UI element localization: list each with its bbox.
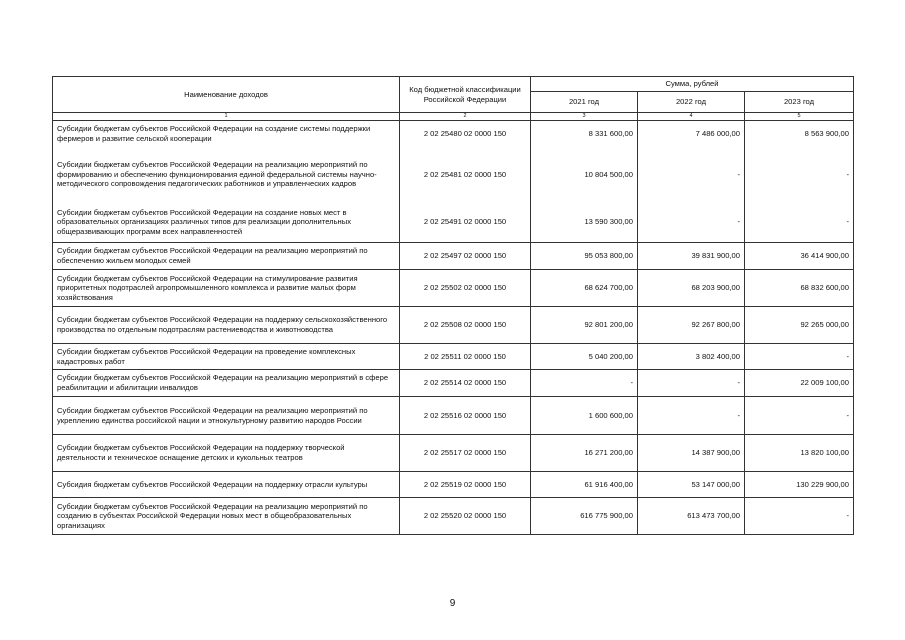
- table-row: [53, 472, 854, 498]
- row-2022: 7 486 000,00: [638, 121, 745, 147]
- row-2022: -: [638, 203, 745, 243]
- row-2021: 616 775 900,00: [531, 498, 638, 535]
- row-code: 2 02 25481 02 0000 150: [400, 147, 531, 203]
- row-2023: 22 009 100,00: [745, 370, 854, 397]
- row-2021: 1 600 600,00: [531, 397, 638, 435]
- table-row: [53, 498, 854, 535]
- row-2023: -: [745, 147, 854, 203]
- row-2023: -: [745, 344, 854, 370]
- table-row: [53, 435, 854, 472]
- row-name: Субсидии бюджетам субъектов Российской Федерации на реализацию мероприятий по созданию в субъектах Российской Федерации новых мест в общеобразовательных организациях: [53, 498, 400, 535]
- row-2022: 92 267 800,00: [638, 307, 745, 344]
- row-2023: 92 265 000,00: [745, 307, 854, 344]
- row-2023: -: [745, 203, 854, 243]
- row-2021: 13 590 300,00: [531, 203, 638, 243]
- col-number: 2: [400, 113, 531, 121]
- row-2022: 613 473 700,00: [638, 498, 745, 535]
- table-header: [53, 77, 854, 121]
- row-code: 2 02 25517 02 0000 150: [400, 435, 531, 472]
- row-2023: -: [745, 397, 854, 435]
- col-number: 4: [638, 113, 745, 121]
- row-code: 2 02 25511 02 0000 150: [400, 344, 531, 370]
- row-name: Субсидии бюджетам субъектов Российской Федерации на поддержку творческой деятельности и техническое оснащение детских и кукольных театров: [53, 435, 400, 472]
- row-2023: 13 820 100,00: [745, 435, 854, 472]
- row-2023: 8 563 900,00: [745, 121, 854, 147]
- row-name: Субсидии бюджетам субъектов Российской Федерации на реализацию мероприятий по обеспечению жильем молодых семей: [53, 243, 400, 270]
- page-number: 9: [449, 598, 456, 609]
- table-row: [53, 147, 854, 203]
- header-year-2023: 2023 год: [745, 92, 854, 113]
- row-name: Субсидии бюджетам субъектов Российской Федерации на реализацию мероприятий по формированию и обеспечению функционирования единой федеральной системы научно-методического сопровождения педагогических работников и управленческих кадров: [53, 147, 400, 203]
- col-number: 1: [53, 113, 400, 121]
- row-code: 2 02 25514 02 0000 150: [400, 370, 531, 397]
- row-code: 2 02 25519 02 0000 150: [400, 472, 531, 498]
- row-name: Субсидии бюджетам субъектов Российской Федерации на реализацию мероприятий в сфере реабилитации и абилитации инвалидов: [53, 370, 400, 397]
- row-code: 2 02 25497 02 0000 150: [400, 243, 531, 270]
- table-row: [53, 203, 854, 243]
- row-2022: 14 387 900,00: [638, 435, 745, 472]
- table-row: [53, 344, 854, 370]
- row-2023: 36 414 900,00: [745, 243, 854, 270]
- row-name: Субсидия бюджетам субъектов Российской Федерации на поддержку отрасли культуры: [53, 472, 400, 498]
- table-row: [53, 397, 854, 435]
- row-code: 2 02 25516 02 0000 150: [400, 397, 531, 435]
- row-2023: -: [745, 498, 854, 535]
- header-name: Наименование доходов: [53, 77, 400, 113]
- row-2023: 130 229 900,00: [745, 472, 854, 498]
- row-2022: 3 802 400,00: [638, 344, 745, 370]
- row-name: Субсидии бюджетам субъектов Российской Федерации на поддержку сельскохозяйственного производства по отдельным подотраслям растениеводства и животноводства: [53, 307, 400, 344]
- row-2021: 95 053 800,00: [531, 243, 638, 270]
- col-number: 5: [745, 113, 854, 121]
- row-2022: 39 831 900,00: [638, 243, 745, 270]
- header-year-2022: 2022 год: [638, 92, 745, 113]
- row-code: 2 02 25491 02 0000 150: [400, 203, 531, 243]
- row-2022: -: [638, 370, 745, 397]
- row-2023: 68 832 600,00: [745, 270, 854, 307]
- row-2021: 16 271 200,00: [531, 435, 638, 472]
- table-row: [53, 370, 854, 397]
- row-2021: 5 040 200,00: [531, 344, 638, 370]
- row-code: 2 02 25520 02 0000 150: [400, 498, 531, 535]
- row-2022: 68 203 900,00: [638, 270, 745, 307]
- table-body: [53, 121, 854, 535]
- col-number: 3: [531, 113, 638, 121]
- table-row: [53, 121, 854, 147]
- row-2021: -: [531, 370, 638, 397]
- row-2021: 10 804 500,00: [531, 147, 638, 203]
- row-2021: 68 624 700,00: [531, 270, 638, 307]
- header-code: Код бюджетной классификации Российской Федерации: [400, 77, 531, 113]
- row-2021: 92 801 200,00: [531, 307, 638, 344]
- revenue-table: [52, 76, 854, 535]
- table-row: [53, 307, 854, 344]
- row-name: Субсидии бюджетам субъектов Российской Федерации на реализацию мероприятий по укреплению единства российской нации и этнокультурному развитию народов России: [53, 397, 400, 435]
- row-name: Субсидии бюджетам субъектов Российской Федерации на стимулирование развития приоритетных подотраслей агропромышленного комплекса и развитие малых форм хозяйствования: [53, 270, 400, 307]
- row-code: 2 02 25502 02 0000 150: [400, 270, 531, 307]
- row-2022: -: [638, 147, 745, 203]
- header-year-2021: 2021 год: [531, 92, 638, 113]
- row-2021: 61 916 400,00: [531, 472, 638, 498]
- row-name: Субсидии бюджетам субъектов Российской Федерации на создание новых мест в образовательных организациях различных типов для реализации дополнительных общеразвивающих программ всех направленностей: [53, 203, 400, 243]
- row-code: 2 02 25508 02 0000 150: [400, 307, 531, 344]
- row-code: 2 02 25480 02 0000 150: [400, 121, 531, 147]
- row-2022: -: [638, 397, 745, 435]
- row-name: Субсидии бюджетам субъектов Российской Федерации на проведение комплексных кадастровых работ: [53, 344, 400, 370]
- row-2022: 53 147 000,00: [638, 472, 745, 498]
- row-name: Субсидии бюджетам субъектов Российской Федерации на создание системы поддержки фермеров и развитие сельской кооперации: [53, 121, 400, 147]
- header-sum: Сумма, рублей: [531, 77, 854, 92]
- table-row: [53, 270, 854, 307]
- table-row: [53, 243, 854, 270]
- row-2021: 8 331 600,00: [531, 121, 638, 147]
